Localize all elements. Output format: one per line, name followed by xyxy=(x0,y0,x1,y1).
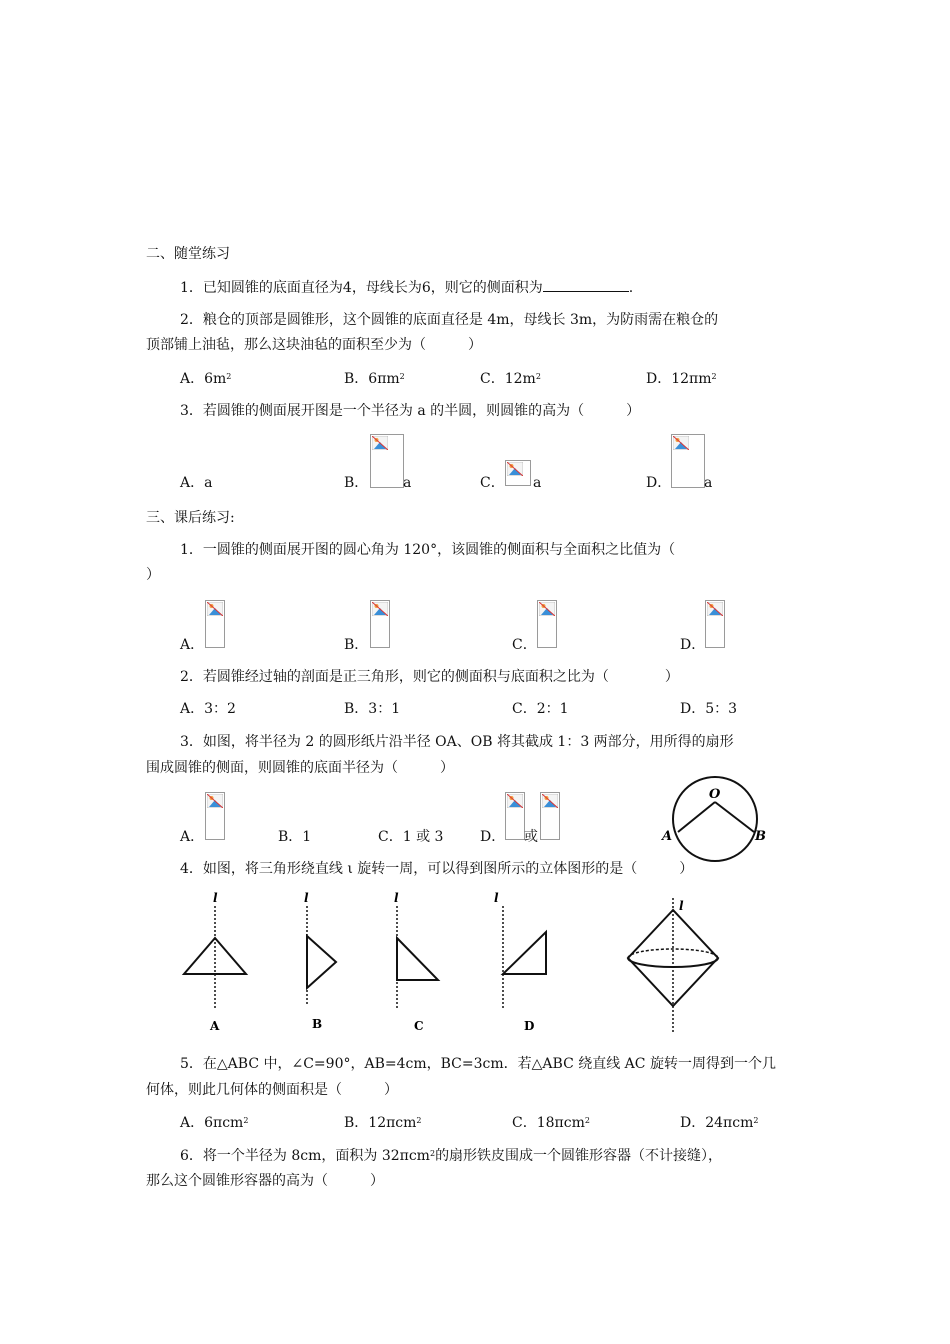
s2-q2-option-a: A．$6m^2$ xyxy=(180,371,232,387)
broken-image-icon xyxy=(372,602,388,616)
broken-image-icon xyxy=(207,602,223,616)
axis-label: l xyxy=(494,891,499,905)
label-a: A xyxy=(210,1019,220,1033)
s3-q2-option-a: A．3：2 xyxy=(180,701,236,717)
circle-sector-figure xyxy=(660,774,772,864)
double-cone-figure xyxy=(628,898,718,1034)
broken-image-icon xyxy=(539,602,555,616)
axis-label: l xyxy=(679,899,684,913)
s3-q2-option-b: B．3：1 xyxy=(344,701,401,717)
s2-q3-d-var: a xyxy=(704,475,713,491)
s2-question-2-line1: 2．粮仓的顶部是圆锥形，这个圆锥的底面直径是 4m，母线长 3m，为防雨需在粮仓的 xyxy=(180,312,719,328)
s2-q3-option-a: A．a xyxy=(180,475,213,491)
s2-q2-option-c: C．$12m^2$ xyxy=(480,371,541,387)
missing-image-icon xyxy=(540,792,560,840)
s3-q1-option-c: C． xyxy=(512,637,537,653)
s3-question-4: 4．如图，将三角形绕直线 ι 旋转一周，可以得到图所示的立体图形的是（ ） xyxy=(180,861,694,877)
s3-question-6-line2: 那么这个圆锥形容器的高为（ ） xyxy=(146,1173,384,1189)
section3-title: 三、课后练习: xyxy=(146,510,235,526)
s3-question-1-line2: ） xyxy=(146,567,160,583)
label-o: O xyxy=(709,787,721,802)
broken-image-icon xyxy=(707,602,723,616)
missing-image-icon xyxy=(671,434,705,488)
s3-question-2: 2．若圆锥经过轴的剖面是正三角形，则它的侧面积与底面积之比为（ ） xyxy=(180,669,679,685)
figure-b xyxy=(304,891,336,1031)
broken-image-icon xyxy=(673,436,689,450)
label-d: D xyxy=(524,1019,535,1033)
axis-label: l xyxy=(213,891,218,905)
s3-question-5-line2: 何体，则此几何体的侧面积是（ ） xyxy=(146,1082,398,1098)
broken-image-icon xyxy=(542,794,558,808)
s3-q5-option-d: D．24πcm$^2$ xyxy=(680,1115,759,1131)
figure-d xyxy=(494,891,546,1033)
s3-q3-or: 或 xyxy=(524,829,538,845)
s3-q2-option-c: C．2：1 xyxy=(512,701,569,717)
s2-q2-option-b: B．$6\pi m^2$ xyxy=(344,371,405,387)
s3-q3-option-b: B．1 xyxy=(278,829,312,845)
s2-q3-option-c: C． xyxy=(480,475,505,491)
s3-q3-option-a: A． xyxy=(180,829,205,845)
s3-question-6-line1: 6．将一个半径为 8cm，面积为 32πcm$^2$的扇形铁皮围成一个圆锥形容器（不计接缝）， xyxy=(180,1148,723,1164)
figure-c xyxy=(394,891,438,1033)
s3-q3-option-d: D． xyxy=(480,829,506,845)
s3-q3-option-c: C．1 或 3 xyxy=(378,829,444,845)
s2-q3-c-var: a xyxy=(533,475,542,491)
s3-q5-option-b: B．12πcm$^2$ xyxy=(344,1115,422,1131)
broken-image-icon xyxy=(207,794,223,808)
s3-question-3-line1: 3．如图，将半径为 2 的圆形纸片沿半径 OA、OB 将其截成 1：3 两部分，用所得的扇形 xyxy=(180,734,734,750)
broken-image-icon xyxy=(507,462,523,476)
missing-image-icon xyxy=(537,600,557,648)
s3-question-1-line1: 1．一圆锥的侧面展开图的圆心角为 120°，该圆锥的侧面积与全面积之比值为（ xyxy=(180,542,676,558)
missing-image-icon xyxy=(370,434,404,488)
s3-q1-option-d: D． xyxy=(680,637,706,653)
missing-image-icon xyxy=(505,460,531,486)
s2-q3-option-d: D． xyxy=(646,475,672,491)
s3-question-5-line1: 5．在△ABC 中，∠C=90°，AB=4cm，BC=3cm．若△ABC 绕直线 AC 旋转一周得到一个几 xyxy=(180,1056,776,1072)
axis-label: l xyxy=(304,891,309,905)
missing-image-icon xyxy=(205,600,225,648)
label-c: C xyxy=(414,1019,424,1033)
broken-image-icon xyxy=(507,794,523,808)
answer-blank[interactable] xyxy=(543,277,629,292)
missing-image-icon xyxy=(505,792,525,840)
s2-question-3: 3．若圆锥的侧面展开图是一个半径为 a 的半圆，则圆锥的高为（ ） xyxy=(180,403,641,419)
s2-question-2-line2: 顶部铺上油毡，那么这块油毡的面积至少为（ ） xyxy=(146,337,482,353)
label-b: B xyxy=(755,829,766,844)
axis-label: l xyxy=(394,891,399,905)
missing-image-icon xyxy=(205,792,225,840)
s2-question-1: 1．已知圆锥的底面直径为4，母线长为6，则它的侧面积为 . xyxy=(180,277,633,297)
missing-image-icon xyxy=(705,600,725,648)
missing-image-icon xyxy=(370,600,390,648)
s2-q3-option-b: B． xyxy=(344,475,369,491)
s2-q3-b-var: a xyxy=(403,475,412,491)
broken-image-icon xyxy=(372,436,388,450)
s3-q5-option-a: A．6πcm$^2$ xyxy=(180,1115,249,1131)
s3-q1-option-a: A． xyxy=(180,637,205,653)
figure-a xyxy=(184,891,246,1033)
label-a: A xyxy=(662,829,673,844)
s3-question-3-line2: 围成圆锥的侧面，则圆锥的底面半径为（ ） xyxy=(146,760,454,776)
label-b: B xyxy=(312,1017,323,1031)
s3-q1-option-b: B． xyxy=(344,637,369,653)
s2-q2-option-d: D．$12\pi m^2$ xyxy=(646,371,717,387)
s3-q5-option-c: C．18πcm$^2$ xyxy=(512,1115,590,1131)
s3-q2-option-d: D．5：3 xyxy=(680,701,738,717)
rotation-figures xyxy=(170,888,750,1038)
section2-title: 二、随堂练习 xyxy=(146,246,230,262)
